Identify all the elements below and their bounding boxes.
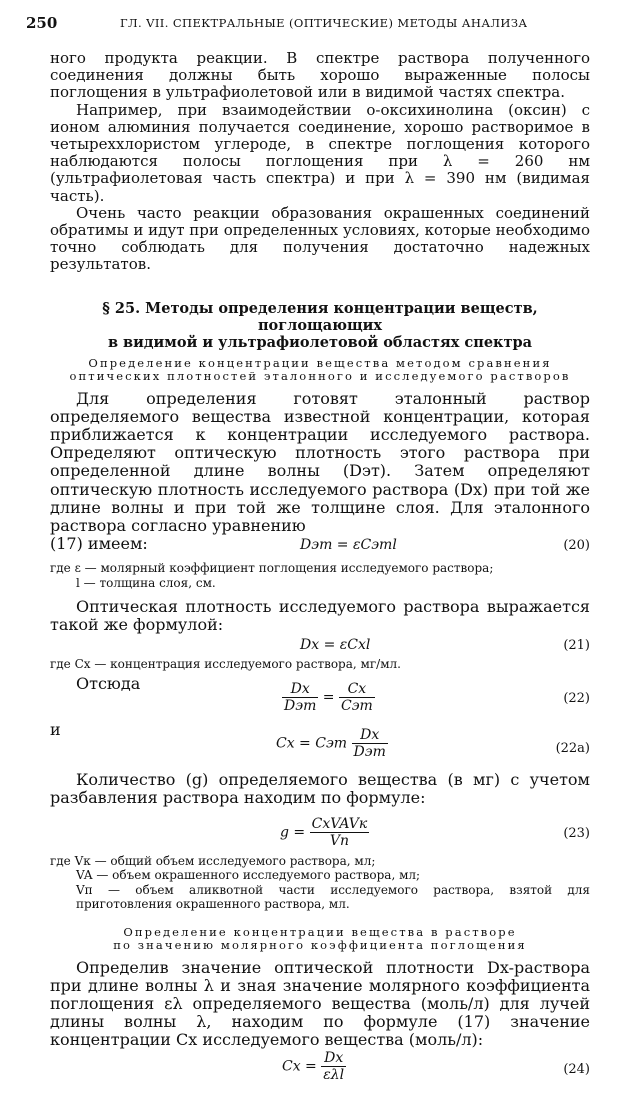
equation-24-number: (24): [563, 1061, 590, 1077]
equation-23: [50, 808, 590, 854]
equation-21: [50, 635, 590, 657]
eq22-right-denominator: Cэт: [340, 698, 373, 715]
section-title-line2: в видимой и ультрафиолетовой областях спектра: [107, 333, 533, 351]
equation-20-body: Dэт = εCэтl: [300, 537, 397, 554]
equation-22a-number: (22а): [555, 741, 590, 757]
subsection-title-2: [50, 926, 590, 953]
section-title: [50, 300, 590, 351]
paragraph-method: Для определения готовят эталонный раствор определяемого вещества известной концентрации, которая приближается к концентрации исследуемого раствора. Определяют оптическую плотность этого раствора при определенной длине волны (Dэт). Затем определяют оптическую плотность исследуемого раствора (Dx) при той же длине волны и при той же толщине слоя. Для эталонного раствора согласно уравнению: [50, 388, 590, 536]
where-20-b: l — толщина слоя, см.: [76, 575, 216, 590]
eq24-denominator: ελl: [323, 1066, 345, 1083]
paragraph-molar: Определив значение оптической плотности Dx-раствора при длине волны λ и зная значение молярного коэффициента поглощения ελ определяемого вещества (моль/л) для лучей длины волны λ, находим по формуле (17) значение концентрации Cx исследуемого вещества (моль/л):: [50, 957, 590, 1050]
page-body: [50, 50, 590, 1094]
eq23-numerator: CxVAVк: [311, 815, 368, 832]
equation-22a: [50, 719, 590, 765]
eq22-left-denominator: Dэт: [284, 698, 317, 715]
where-23-a: где Vк — общий объем исследуемого раствора, мл;: [50, 853, 376, 868]
paragraph-method-last: (17) имеем:: [50, 534, 148, 554]
eq22-equals: =: [322, 689, 335, 706]
subsection-2-line2: по значению молярного коэффициента поглощения: [113, 938, 527, 953]
eq24-lhs: Cx =: [282, 1058, 317, 1075]
equation-21-body: Dx = εCxl: [300, 636, 371, 653]
running-header: [0, 14, 629, 34]
equation-20: [50, 535, 590, 557]
paragraph-continued: ного продукта реакции. В спектре раствора полученного соединения должны быть хорошо выраженные полосы поглощения в ультрафиолетовой или в видимой частях спектра.: [50, 49, 590, 102]
eq22a-lhs: Cx = Cэт: [276, 735, 348, 752]
equation-20-number: (20): [563, 538, 590, 554]
eq22a-numerator: Dx: [352, 727, 388, 744]
running-title: ГЛ. VII. СПЕКТРАЛЬНЫЕ (ОПТИЧЕСКИЕ) МЕТОДЫ АНАЛИЗА: [120, 16, 528, 30]
eq22a-denominator: Dэт: [353, 744, 386, 761]
eq24-numerator: Dx: [321, 1050, 346, 1067]
eq23-denominator: Vп: [329, 832, 349, 849]
eq22-left-numerator: Dx: [282, 681, 318, 698]
where-21: где Cx — концентрация исследуемого раствора, мг/мл.: [50, 656, 401, 671]
and-label: и: [50, 720, 61, 740]
paragraph-reversible: Очень часто реакции образования окрашенных соединений обратимы и идут при определенных условиях, которые необходимо точно соблюдать для получения достаточно надежных результатов.: [50, 203, 590, 274]
eq22-right-numerator: Cx: [339, 681, 375, 698]
equation-21-number: (21): [563, 637, 590, 653]
equation-22: [50, 675, 590, 719]
equation-22-number: (22): [563, 691, 590, 707]
otsyuda-label: Отсюда: [76, 674, 141, 694]
where-23-c: Vп — объем аликвотной части исследуемого раствора, взятой для приготовления окрашенного раствора, мл.: [76, 882, 590, 912]
subsection-1-line1: Определение концентрации вещества методом сравнения: [88, 355, 552, 370]
where-23-b: VA — объем окрашенного исследуемого раствора, мл;: [76, 868, 421, 883]
equation-23-number: (23): [563, 825, 590, 841]
where-20-a: где ε — молярный коэффициент поглощения исследуемого раствора;: [50, 561, 494, 576]
section-title-line1: § 25. Методы определения концентрации веществ, поглощающих: [102, 299, 538, 334]
subsection-1-line2: оптических плотностей эталонного и исследуемого растворов: [69, 369, 571, 384]
subsection-2-line1: Определение концентрации вещества в растворе: [123, 924, 517, 939]
page-number: 250: [26, 14, 58, 32]
paragraph-optical-density: Оптическая плотность исследуемого раствора выражается такой же формулой:: [50, 597, 590, 635]
equation-24: [50, 1050, 590, 1094]
eq23-lhs: g =: [280, 824, 306, 841]
paragraph-quantity: Количество (g) определяемого вещества (в мг) с учетом разбавления раствора находим по формуле:: [50, 770, 590, 808]
subsection-title-1: [50, 357, 590, 384]
paragraph-example: Например, при взаимодействии о-оксихинолина (оксин) с ионом алюминия получается соединение, хорошо растворимое в четыреххлористом углероде, в спектре поглощения которого наблюдаются полосы поглощения при λ = 260 нм (ультрафиолетовая часть спектра) и при λ = 390 нм (видимая часть).: [50, 100, 590, 205]
